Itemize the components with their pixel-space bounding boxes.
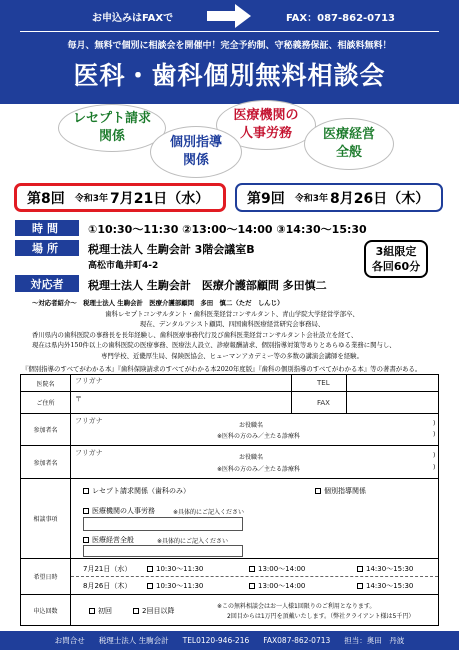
footer-band — [0, 631, 459, 650]
topic-note: ※具体的にご記入ください — [157, 538, 229, 545]
footer-tel: TEL0120-946-216 — [182, 636, 250, 645]
time-value: ①10:30～11:30 ②13:00～14:00 ③14:30～15:30 — [88, 223, 367, 236]
bubble-line: 関係 — [182, 153, 209, 168]
position-note: ※医科の方のみ／主たる診療科 — [217, 466, 301, 473]
count-label: 申込回数 — [21, 595, 71, 625]
responder-value: 税理士法人 生駒会計 医療介護部顧問 多田慎二 — [88, 279, 327, 292]
tel-field[interactable] — [348, 377, 436, 390]
bubble-line: 医療経営 — [322, 127, 375, 142]
session-number: 第8回 — [27, 190, 65, 207]
responder-label: 対応者 — [15, 275, 79, 292]
attendee-name-field[interactable] — [73, 424, 203, 444]
limit-line: 各回60分 — [371, 260, 421, 273]
session-number: 第9回 — [247, 190, 285, 207]
checkbox-icon[interactable] — [83, 508, 89, 514]
books-note: 『個別指導のすべてがわかる本』『歯科保険請求のすべてがわかる本2020年度版』『歯科の個別指導のすべてがわかる本』等の著書がある。 — [22, 365, 422, 373]
profile-line: 現在は県内外150件以上の歯科医院の医療事務、医療法人設立、診療報酬請求、個別指導対策等ありとあらゆる業務に関与し、 — [32, 341, 396, 350]
bubble-line: レセプト請求 — [72, 111, 151, 126]
topic-bubble-guidance — [150, 126, 242, 178]
session-era: 令和3年 — [294, 194, 329, 204]
wish-time-option[interactable]: 10:30～11:30 — [147, 581, 203, 591]
footer-contact: お問合せ — [54, 636, 85, 645]
position-label: お役職名 — [239, 422, 264, 429]
topic-note: ※具体的にご記入ください — [173, 509, 245, 516]
header-divider — [20, 31, 439, 32]
place-address: 高松市亀井町4-2 — [88, 261, 159, 271]
time-label: 時間 — [15, 220, 79, 236]
furigana-label: フリガナ — [75, 449, 103, 457]
position-note: ※医科の方のみ／主たる診療科 — [217, 433, 301, 440]
bubble-line: 個別指導 — [169, 135, 222, 150]
wish-time-option[interactable]: 14:30～15:30 — [357, 581, 413, 591]
tel-label: TEL — [317, 379, 330, 387]
topic-option-guidance[interactable]: 個別指導関係 — [315, 486, 366, 496]
postal-mark: 〒 — [75, 395, 82, 403]
topic-option-hr[interactable]: 医療機関の人事労務 — [83, 506, 155, 516]
notice-text: 毎月、無料で個別に相談会を開催中！完全予約制、守秘義務保証、相談料無料！ — [67, 41, 392, 51]
bubble-line: 医療機関の — [233, 108, 299, 123]
checkbox-icon[interactable] — [133, 608, 139, 614]
wish-date: 7月21日（水） — [83, 565, 132, 573]
place-value: 税理士法人 生駒会計 3階会議室B — [88, 243, 255, 256]
arrow-right-icon — [207, 4, 251, 28]
topic-detail-field[interactable] — [83, 517, 243, 531]
wish-date: 8月26日（木） — [83, 582, 132, 590]
checkbox-icon[interactable] — [249, 583, 255, 589]
address-field[interactable] — [73, 394, 289, 412]
form-row-attendee-2: 参加者名 フリガナ お役職名 ) ※医科の方のみ／主たる診療科 ) — [21, 446, 438, 479]
attendee-name-field[interactable] — [73, 456, 203, 476]
form-row-topics — [21, 479, 438, 559]
profile-heading: ～対応者紹介～ 税理士法人 生駒会計 医療介護部顧問 多田 慎二（ただ しんじ） — [32, 299, 284, 307]
furigana-label: フリガナ — [75, 377, 103, 385]
checkbox-icon[interactable] — [147, 583, 153, 589]
wish-time-option[interactable]: 14:30～15:30 — [357, 564, 413, 574]
attendee-label: 参加者名 — [21, 446, 71, 478]
count-option-first[interactable]: 初回 — [89, 606, 112, 616]
form-row-address — [21, 392, 438, 414]
checkbox-icon[interactable] — [83, 537, 89, 543]
hospital-name-field[interactable] — [73, 377, 289, 390]
fax-apply-text: お申込みはFAXで — [92, 13, 174, 24]
fax-field[interactable] — [348, 394, 436, 412]
fax-number-text: FAX：087-862-0713 — [286, 13, 396, 24]
limit-badge — [364, 240, 428, 278]
attendee-label: 参加者名 — [21, 414, 71, 445]
wish-time-option[interactable]: 13:00～14:00 — [249, 564, 305, 574]
limit-line: 3組限定 — [375, 245, 417, 258]
count-note: 2回目からは1万円を頂戴いたします。（弊社クライアント様は5千円） — [227, 613, 415, 620]
profile-line: 専門学校、近畿厚生局、保険医協会、ヒューマンアカデミー等の多数の講演会講師を経験。 — [101, 351, 363, 360]
topic-detail-field[interactable] — [83, 545, 243, 557]
session-day: 7月21日（水） — [110, 190, 210, 207]
footer-person: 担当：奥田 丹波 — [344, 636, 405, 645]
checkbox-icon[interactable] — [89, 608, 95, 614]
hospital-label: 医院名 — [21, 375, 71, 391]
profile-line: 歯科レセプトコンサルタント・歯科医業経営コンサルタント、青山学院大学経営学部卒、 — [105, 309, 359, 318]
checkbox-icon[interactable] — [147, 566, 153, 572]
bubble-line: 人事労務 — [239, 126, 292, 141]
session-date-8 — [14, 183, 226, 212]
place-label: 場所 — [15, 240, 79, 256]
checkbox-icon[interactable] — [357, 583, 363, 589]
session-day: 8月26日（木） — [330, 190, 430, 207]
address-label: ご住所 — [21, 392, 71, 413]
furigana-label: フリガナ — [75, 417, 103, 425]
form-row-count — [21, 595, 438, 625]
topic-bubble-receipt — [58, 104, 166, 152]
application-form — [20, 374, 439, 626]
session-era: 令和3年 — [74, 194, 109, 204]
checkbox-icon[interactable] — [249, 566, 255, 572]
profile-line: 香川県内の歯科医院の事務長を長年経験し、歯科医療事務代行及び歯科医業経営コンサルタント会社設立を経て、 — [32, 330, 358, 339]
wish-label: 希望日時 — [21, 559, 71, 594]
count-option-repeat[interactable]: 2回目以降 — [133, 606, 174, 616]
topic-option-management[interactable]: 医療経営全般 — [83, 535, 134, 545]
session-date-9 — [235, 183, 443, 212]
form-row-hospital — [21, 375, 438, 392]
fax-label: FAX — [317, 399, 330, 407]
form-row-wish — [21, 559, 438, 595]
checkbox-icon[interactable] — [83, 488, 89, 494]
checkbox-icon[interactable] — [357, 566, 363, 572]
footer-fax: FAX087-862-0713 — [263, 636, 331, 645]
count-note: ※この無料相談会はお一人様1回限りのご利用となります。 — [217, 603, 376, 610]
wish-time-option[interactable]: 13:00～14:00 — [249, 581, 305, 591]
form-row-attendee-1: 参加者名 フリガナ お役職名 ) ※医科の方のみ／主たる診療科 ) — [21, 414, 438, 446]
wish-time-option[interactable]: 10:30～11:30 — [147, 564, 203, 574]
footer-company: 税理士法人 生駒会計 — [98, 636, 169, 645]
bubble-line: 全般 — [335, 145, 362, 160]
topic-option-receipt[interactable]: レセプト請求関係（歯科のみ） — [83, 486, 190, 496]
profile-line: 現在、デンタルアシスト顧問、四国歯科医療経営研究会事務局、 — [139, 320, 325, 329]
bubble-line: 関係 — [98, 129, 125, 144]
topic-bubble-management — [304, 118, 394, 170]
topic-label: 相談事項 — [21, 479, 71, 558]
position-label: お役職名 — [239, 454, 264, 461]
responder-profile — [32, 298, 432, 362]
checkbox-icon[interactable] — [315, 488, 321, 494]
page-title: 医科・歯科個別無料相談会 — [73, 61, 386, 90]
